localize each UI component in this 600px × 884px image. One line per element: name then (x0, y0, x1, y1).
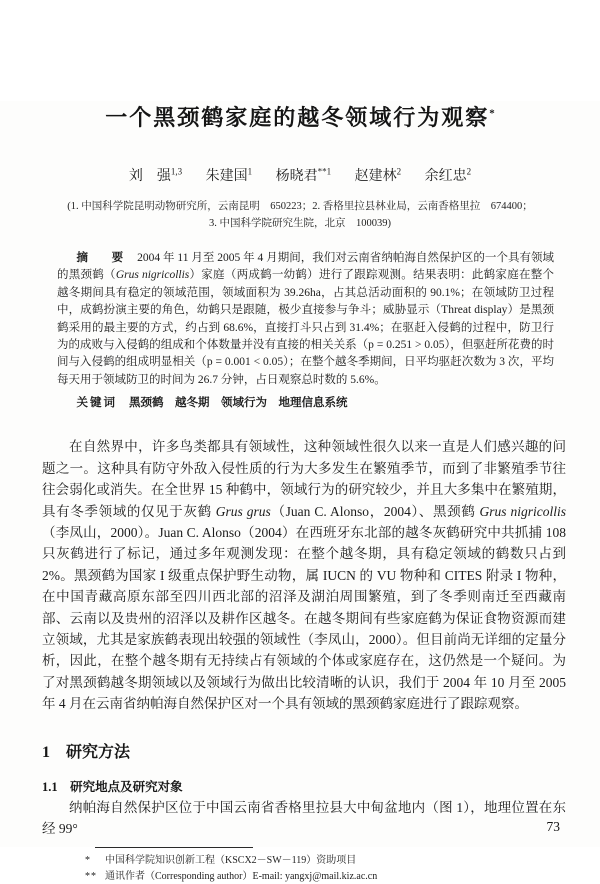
affiliation-line: 3. 中国科学院研究生院，北京 100039) (209, 218, 391, 230)
author (129, 165, 182, 185)
abstract-text: 2004 年 11 月至 2005 年 4 月期间，我们对云南省纳帕海自然保护区的一个具有领域的黑颈鹤（ (57, 251, 554, 282)
footnote-text: 中国科学院知识创新工程（KSCX2－SW－119）资助项目 (105, 855, 357, 867)
affiliation-line: (1. 中国科学院昆明动物研究所，云南昆明 650223；2. 香格里拉县林业局，云南香格里拉 674400； (67, 201, 533, 212)
footnote-marker: * (85, 855, 91, 867)
abstract-paragraph (57, 250, 554, 390)
footnote-divider (95, 847, 253, 848)
author-superscript: 2 (466, 166, 472, 177)
intro-text: （Juan C. Alonso，2004）、黑颈鹤 (270, 503, 480, 519)
abstract-label: 摘 要 (76, 251, 130, 264)
author-name: 赵建林 (354, 169, 397, 184)
author-name: 余红忠 (424, 169, 467, 184)
footnote-marker: ** (85, 870, 97, 882)
footnotes (85, 853, 560, 884)
page-number: 73 (546, 819, 560, 834)
author-superscript: 2 (396, 166, 402, 177)
author-name: 朱建国 (205, 169, 248, 184)
intro-text: 在自然界中，许多鸟类都具有领域性，这种领域性很久以来一直是人们感兴趣的问题之一。这种具有防守外敌入侵性质的行为大多发生在繁殖季节，而到了非繁殖季节往往会弱化或消失。在全世界 15 种鹤中，领域行为的研究较少，并且大多集中在繁殖期，具有冬季领域的仅见于灰鹤 (42, 439, 566, 519)
footnote-text: 通讯作者（Corresponding author）E-mail: yangxj@mail.kiz.ac.cn (105, 870, 378, 882)
author-name: 刘 强 (128, 169, 171, 184)
author-superscript: **1 (317, 166, 332, 177)
author (206, 165, 253, 185)
author-superscript: 1 (247, 166, 253, 177)
author-superscript: 1,3 (170, 166, 183, 177)
paper-title-text: 一个黑颈鹤家庭的越冬领域行为观察 (105, 105, 490, 130)
intro-paragraph (42, 436, 566, 714)
intro-text: （李凤山，2000）。Juan C. Alonso（2004）在西班牙东北部的越冬灰鹤研究中共抓捕 108 只灰鹤进行了标记，通过多年观测发现：在整个越冬期，具有稳定领域的鹤数只占到 2%。黑颈鹤为国家 I 级重点保护野生动物，属 IUCN 的 VU 物种和 CITES 附录 I 物种，在中国青藏高原东部至四川西北部的沼泽及湖泊周围繁殖，到了冬季则南迁至西藏南部、云南以及贵州的沼泽以及耕作区越冬。在越冬期间有些家庭鹤为保证食物资源而建立领域，尤其是家族鹤表现出较强的领域性（李凤山，2000）。但目前尚无详细的定量分析，因此，在整个越冬期有无持续占有领域的个体或家庭存在，这仍然是一个疑问。为了对黑颈鹤越冬期领域以及领域行为做出比较清晰的认识，我们于 2004 年 10 月至 2005 年 4 月在云南省纳帕海自然保护区对一个具有领域的黑颈鹤家庭进行了跟踪观察。 (42, 524, 566, 712)
keywords-label: 关键词 (76, 397, 118, 410)
species-name-italic: Grus nigricollis (479, 503, 567, 519)
section-heading-methods: 1 研究方法 (42, 744, 131, 762)
study-area-paragraph: 纳帕海自然保护区位于中国云南省香格里拉县大中甸盆地内（图 1），地理位置在东经 99° (42, 800, 566, 837)
footnote-corresponding-author (85, 869, 560, 884)
keywords-line (57, 394, 554, 410)
author (425, 165, 472, 185)
author-name: 杨晓君 (275, 169, 318, 184)
species-name-italic: Grus nigricollis (115, 269, 190, 282)
subsection-heading-study-area: 1.1 研究地点及研究对象 (42, 780, 183, 795)
abstract-text: ）家庭（两成鹤一幼鹤）进行了跟踪观测。结果表明：此鹤家庭在整个越冬期间具有稳定的领域范围，领域面积为 39.26ha，占其总活动面积的 90.1%；在领域防卫过程中，成鹤扮演主要的角色，幼鹤只是跟随，极少直接参与争斗；威胁显示（Threat display）是黑颈鹤采用的最主要的方式，约占到 68.6%，直接打斗只占到 31.4%；在驱赶入侵鹤的过程中，防卫行为的成败与入侵鹤的组成和个体数量并没有直接的相关关系（p = 0.251 > 0.05），但驱赶所花费的时间与入侵鹤的组成明显相关（p = 0.001 < 0.05）；在整个越冬季期间，日平均驱赶次数为 3 次，平均每天用于领域防卫的时间为 26.7 分钟，占日观察总时数的 5.6%。 (57, 269, 554, 386)
author-line (0, 165, 600, 185)
affiliations (0, 198, 600, 233)
keywords-terms: 黑颈鹤 越冬期 领域行为 地理信息系统 (129, 397, 348, 410)
paper-title (0, 101, 600, 132)
species-name-italic: Grus grus (215, 503, 271, 519)
title-footnote-marker: * (489, 107, 495, 120)
paper-page (0, 101, 600, 882)
footnote-funding (85, 853, 560, 869)
author (355, 165, 402, 185)
author (276, 165, 332, 185)
